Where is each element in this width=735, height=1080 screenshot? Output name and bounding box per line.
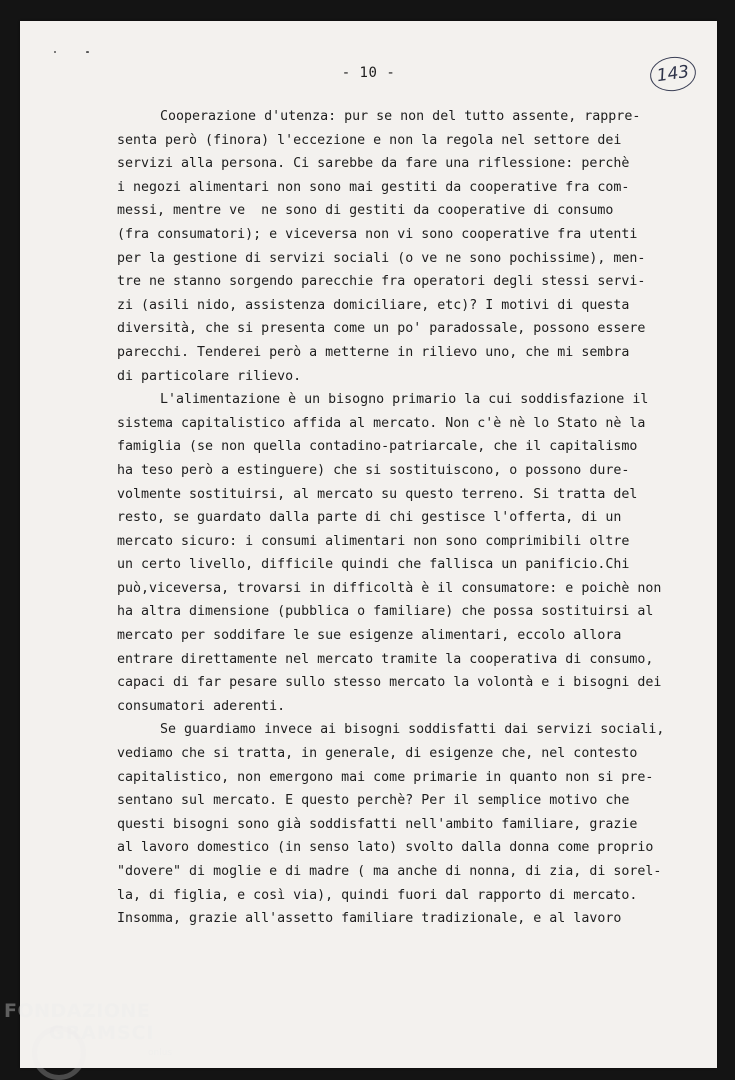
text-line: sentano sul mercato. E questo perchè? Per il semplice motivo che xyxy=(117,793,630,809)
text-line: i negozi alimentari non sono mai gestiti da cooperative fra com- xyxy=(117,179,630,195)
text-line: Se guardiamo invece ai bisogni soddisfatti dai servizi sociali, xyxy=(160,722,665,738)
watermark-line-1: FONDAZIONE xyxy=(4,1000,151,1022)
text-line: entrare direttamente nel mercato tramite la cooperativa di consumo, xyxy=(117,651,654,667)
text-line: Insomma, grazie all'assetto familiare tradizionale, e al lavoro xyxy=(117,911,622,927)
paper-speck xyxy=(86,51,89,53)
text-line: un certo livello, difficile quindi che fallisca un panificio.Chi xyxy=(117,557,630,573)
text-line: Cooperazione d'utenza: pur se non del tutto assente, rappre- xyxy=(160,109,641,124)
text-line: per la gestione di servizi sociali (o ve ne sono pochissime), men- xyxy=(117,250,646,266)
document-page xyxy=(20,21,717,1068)
text-line: capitalistico, non emergono mai come primarie in quanto non si pre- xyxy=(117,769,654,785)
text-line: L'alimentazione è un bisogno primario la cui soddisfazione il xyxy=(160,392,649,408)
text-line: zi (asili nido, assistenza domiciliare, etc)? I motivi di questa xyxy=(117,297,630,313)
archive-number-stamp: 143 xyxy=(648,54,698,94)
text-line: al lavoro domestico (in senso lato) svolto dalla donna come proprio xyxy=(117,840,654,856)
text-line: questi bisogni sono già soddisfatti nell'ambito familiare, grazie xyxy=(117,816,638,832)
text-line: parecchi. Tenderei però a metterne in rilievo uno, che mi sembra xyxy=(117,344,630,360)
text-line: tre ne stanno sorgendo parecchie fra operatori degli stessi servi- xyxy=(117,274,646,290)
text-line: può,viceversa, trovarsi in difficoltà è il consumatore: e poichè non xyxy=(117,580,662,596)
page-number: - 10 - xyxy=(341,65,396,81)
document-body xyxy=(117,105,707,931)
text-line: consumatori aderenti. xyxy=(117,698,286,714)
text-line: famiglia (se non quella contadino-patriarcale, che il capitalismo xyxy=(117,439,638,455)
text-line: senta però (finora) l'eccezione e non la regola nel settore dei xyxy=(117,132,622,148)
text-line: messi, mentre ve ne sono di gestiti da cooperative di consumo xyxy=(117,203,614,219)
text-line: volmente sostituirsi, al mercato su questo terreno. Si tratta del xyxy=(117,486,638,502)
text-line: servizi alla persona. Ci sarebbe da fare una riflessione: perchè xyxy=(117,156,630,172)
text-line: capaci di far pesare sullo stesso mercato la volontà e i bisogni dei xyxy=(117,675,662,691)
text-line: diversità, che si presenta come un po' paradossale, possono essere xyxy=(117,321,646,337)
watermark-line-3: onlus xyxy=(148,1048,173,1058)
paper-speck xyxy=(54,51,56,53)
text-line: "dovere" di moglie e di madre ( ma anche di nonna, di zia, di sorel- xyxy=(117,864,662,879)
text-line: ha altra dimensione (pubblica o familiare) che possa sostituirsi al xyxy=(117,604,654,620)
text-line: mercato sicuro: i consumi alimentari non sono comprimibili oltre xyxy=(117,533,630,549)
text-line: mercato per soddifare le sue esigenze alimentari, eccolo allora xyxy=(117,628,622,644)
text-line: vediamo che si tratta, in generale, di esigenze che, nel contesto xyxy=(117,746,638,762)
watermark-line-2: GRAMSCI xyxy=(49,1022,155,1044)
paragraph xyxy=(117,388,707,718)
paragraph xyxy=(117,718,707,930)
text-line: sistema capitalistico affida al mercato. Non c'è nè lo Stato nè la xyxy=(117,415,646,431)
text-line: di particolare rilievo. xyxy=(117,368,302,384)
fondazione-gramsci-watermark xyxy=(4,996,194,1076)
paragraph xyxy=(117,105,707,388)
text-line: ha teso però a estinguere) che si sostituiscono, o possono dure- xyxy=(117,462,630,478)
text-line: (fra consumatori); e viceversa non vi sono cooperative fra utenti xyxy=(117,226,638,242)
text-line: la, di figlia, e così via), quindi fuori dal rapporto di mercato. xyxy=(117,887,638,903)
text-line: resto, se guardato dalla parte di chi gestisce l'offerta, di un xyxy=(117,510,622,526)
